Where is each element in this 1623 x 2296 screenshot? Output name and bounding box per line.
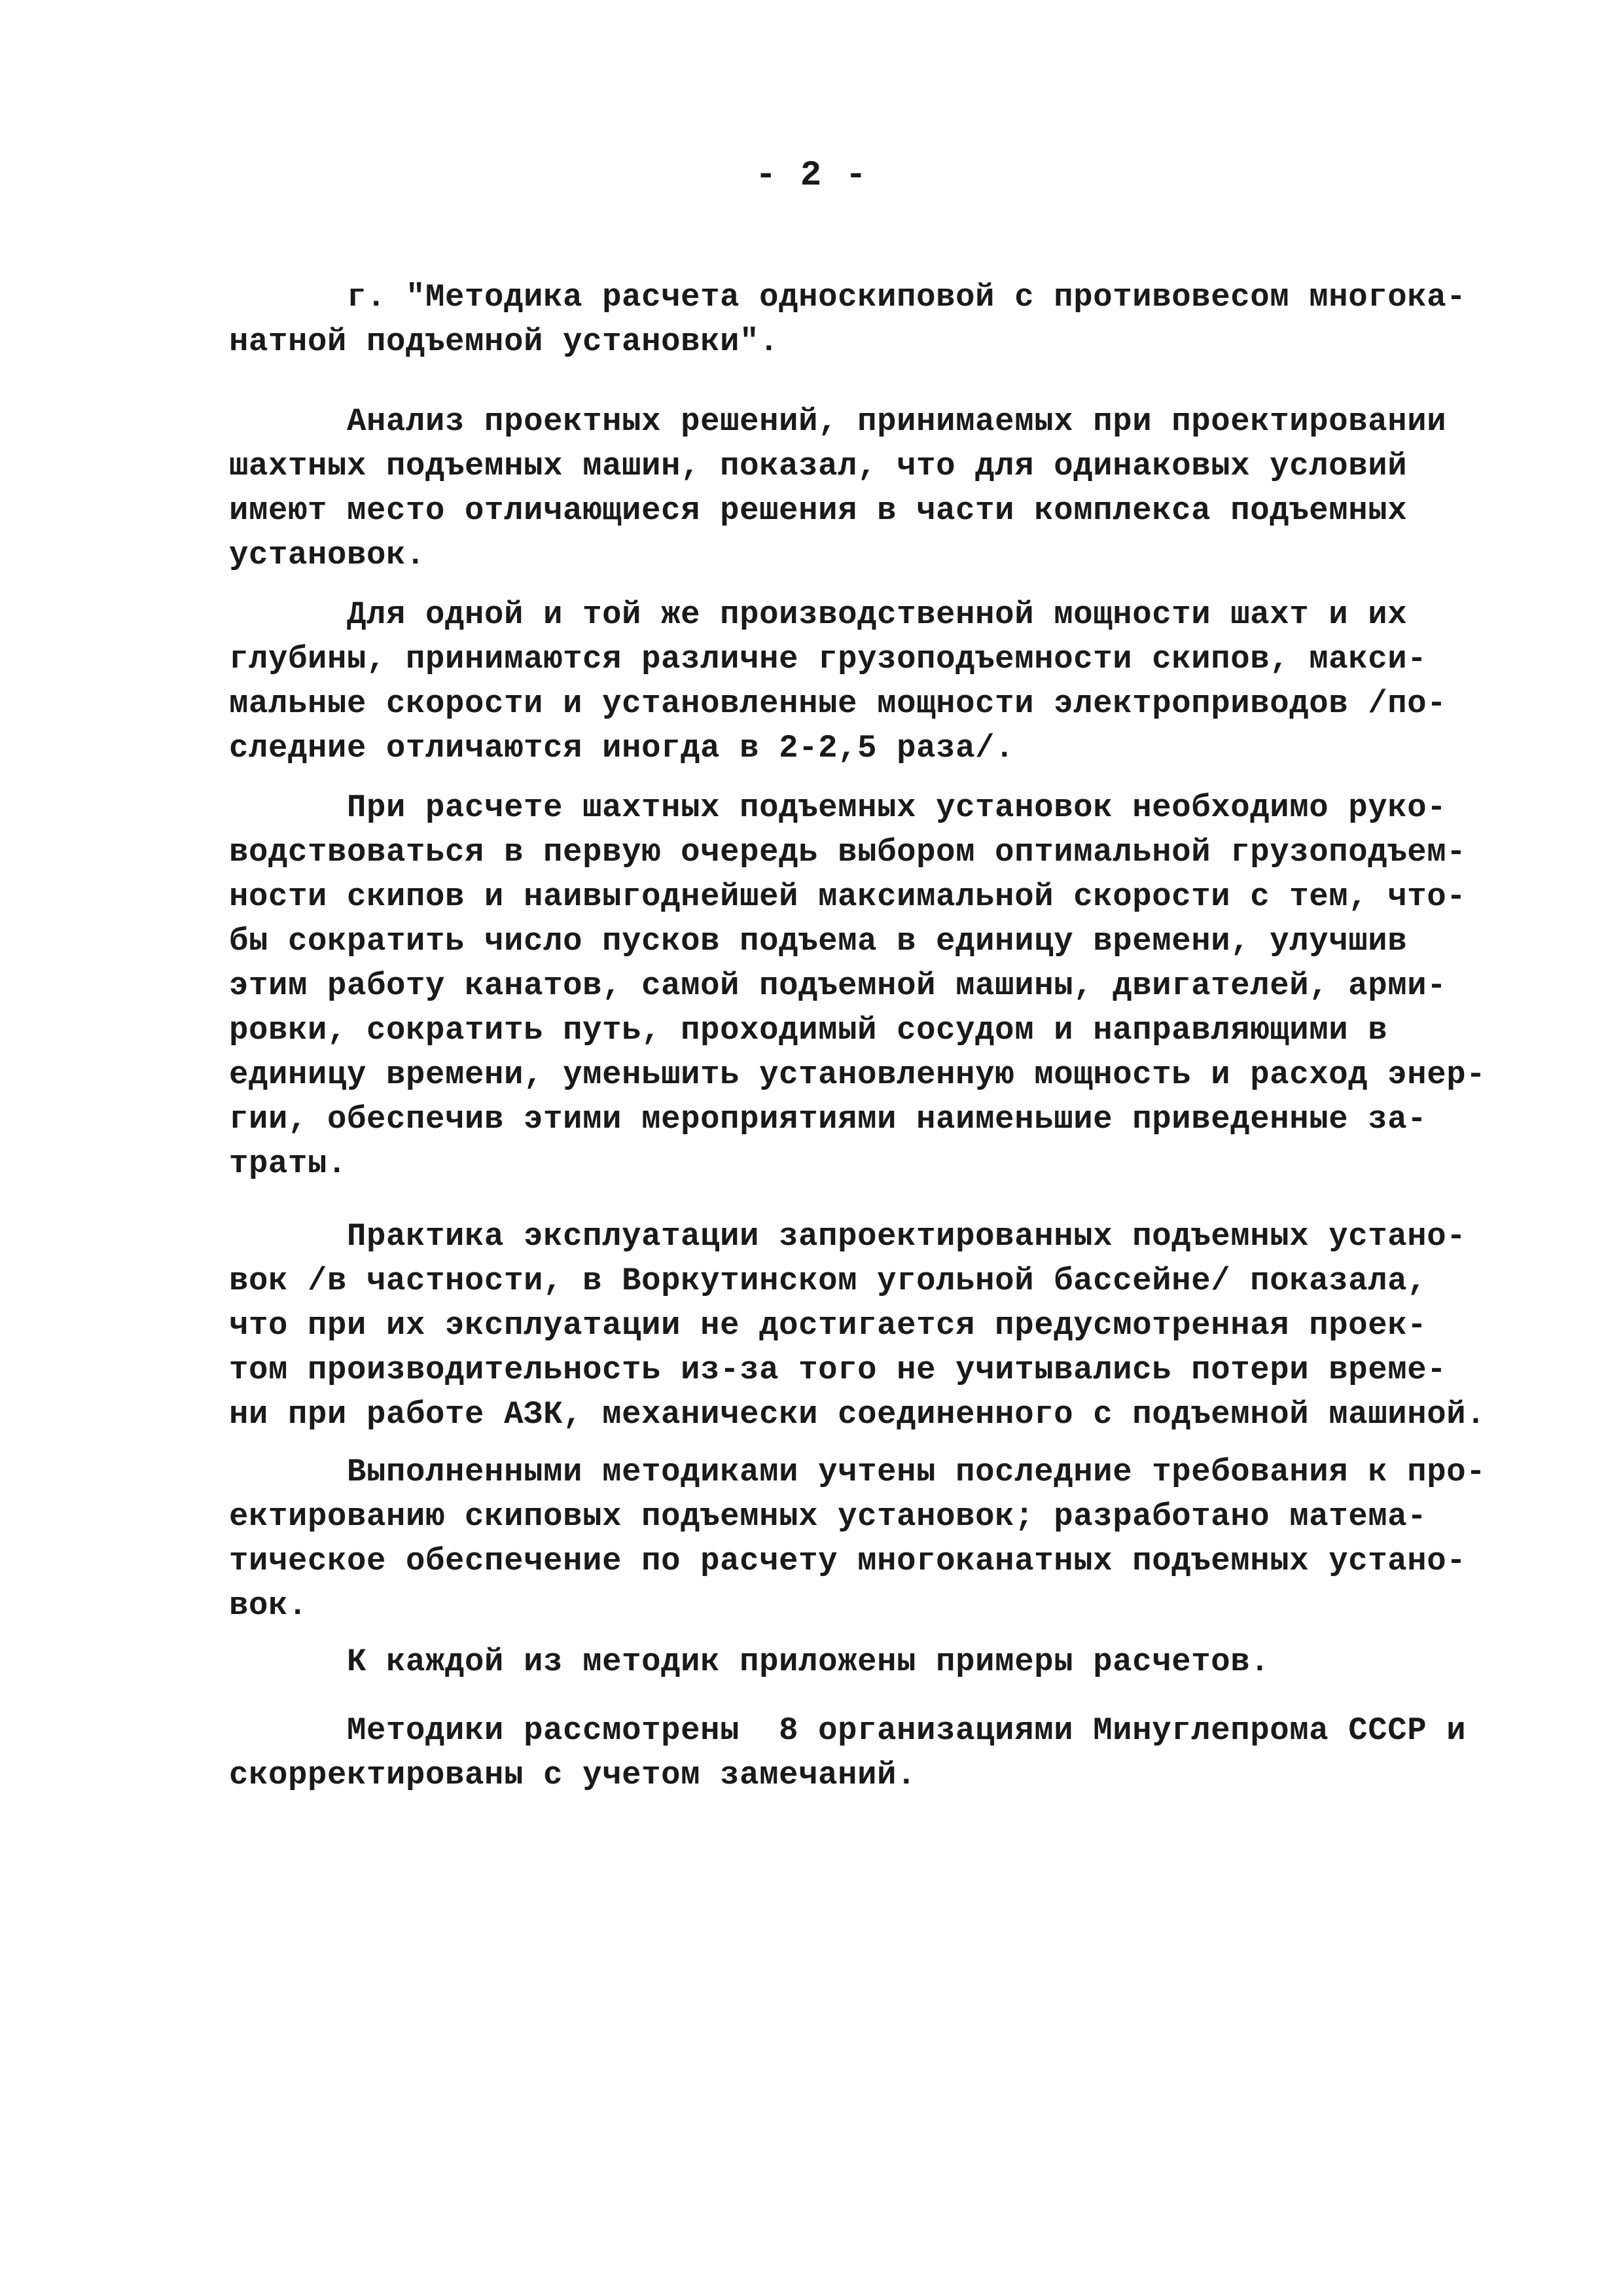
paragraph-depth: Для одной и той же производственной мощности шахт и их глубины, принимаются различне грузоподъемности скипов, макси- мальные скорости и установленные мощности электроприводов /по- следние отличаются иногда в 2-2,5 раза/. — [229, 596, 1447, 766]
paragraph-item-g: г. "Методика расчета односкиповой с противовесом многока- натной подъемной установки". — [229, 279, 1467, 360]
paragraph-examples: К каждой из методик приложены примеры расчетов. — [229, 1643, 1270, 1680]
paragraph-calculation: При расчете шахтных подъемных установок необходимо руко- водствоваться в первую очередь выбором оптимальной грузоподъем- ности скипов и наивыгоднейшей максимальной скорости с тем, что- бы сократить число пусков подъема в единицу времени, улучшив этим работу канатов, самой подъемной машины, двигателей, арми- ровки, сократить путь, проходимый сосудом и направляющими в единицу времени, уменьшить установленную мощность и расход энер- гии, обеспечив этими мероприятиями наименьшие приведенные за- траты. — [229, 789, 1486, 1182]
paragraph-completed: Выполненными методиками учтены последние требования к про- ектированию скиповых подъемных установок; разработано матема- тическое обеспечение по расчету многоканатных подъемных устано- вок. — [229, 1454, 1486, 1624]
paragraph-analysis: Анализ проектных решений, принимаемых при проектировании шахтных подъемных машин, показал, что для одинаковых условий имеют место отличающиеся решения в части комплекса подъемных установок. — [229, 403, 1447, 573]
paragraph-review: Методики рассмотрены 8 организациями Минуглепрома СССР и скорректированы с учетом замечаний. — [229, 1712, 1467, 1793]
page-number: - 2 - — [755, 156, 868, 196]
paragraph-practice: Практика эксплуатации запроектированных подъемных устано- вок /в частности, в Воркутинском угольной бассейне/ показала, что при их эксплуатации не достигается предусмотренная проек- том производительность из-за того не учитывались потери време- ни при работе АЗК, механически соединенного с подъемной машиной. — [229, 1218, 1486, 1433]
